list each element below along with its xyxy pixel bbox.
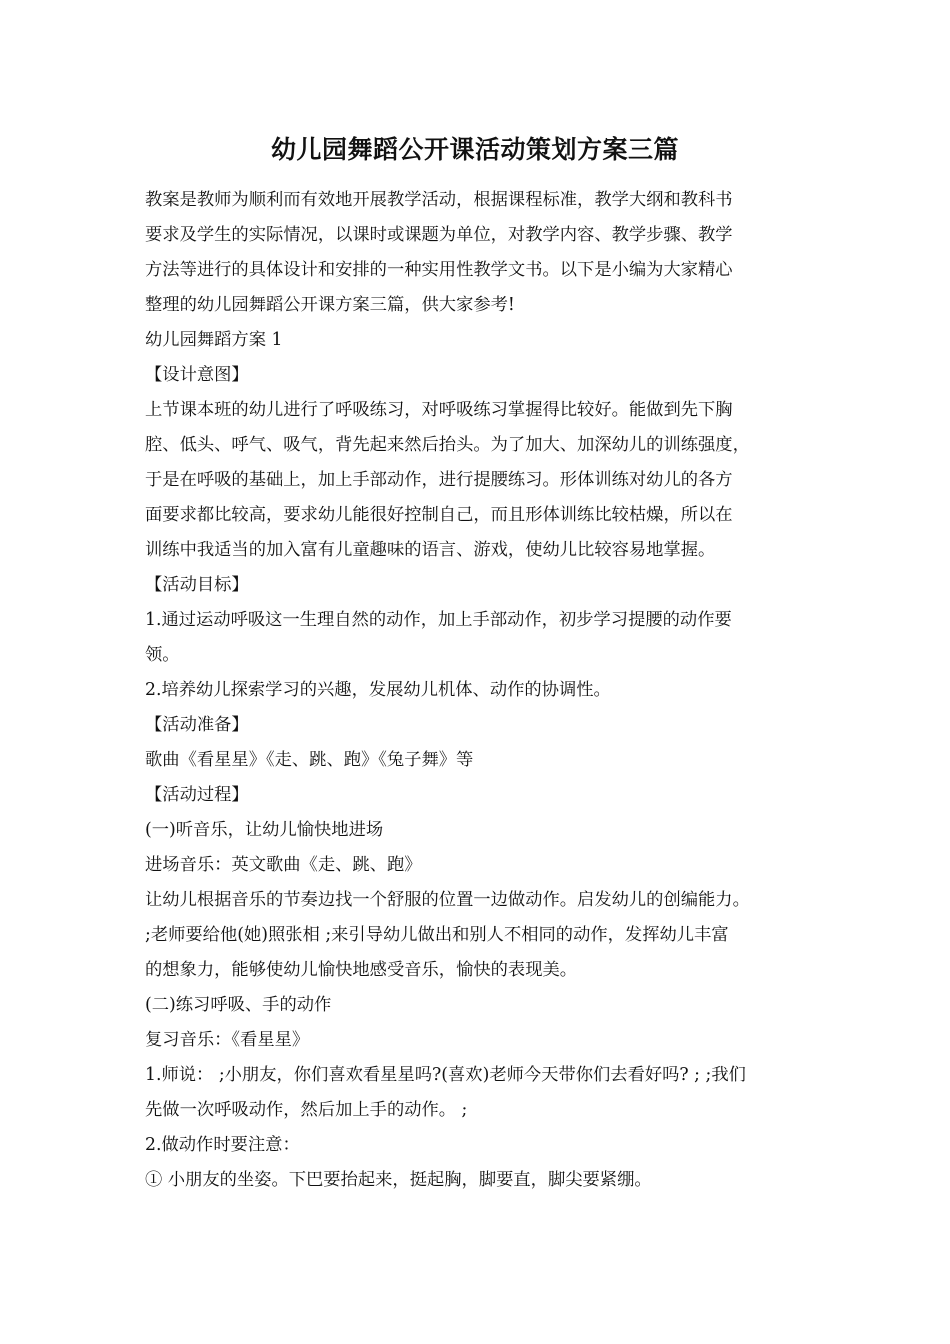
section-heading: 幼儿园舞蹈方案 1 <box>145 330 283 350</box>
body-line: 方法等进行的具体设计和安排的一种实用性教学文书。以下是小编为大家精心 <box>145 260 733 280</box>
body-line: 复习音乐：《看星星》 <box>145 1030 310 1050</box>
document-title: 幼儿园舞蹈公开课活动策划方案三篇 <box>270 135 679 164</box>
body-line: (二)练习呼吸、手的动作 <box>145 995 332 1015</box>
body-line: 让幼儿根据音乐的节奏边找一个舒服的位置一边做动作。启发幼儿的创编能力。 <box>145 890 750 910</box>
body-line: 腔、低头、呼气、吸气，背先起来然后抬头。为了加大、加深幼儿的训练强度， <box>145 435 750 455</box>
body-line: ;老师要给他(她)照张相 ;来引导幼儿做出和别人不相同的动作，发挥幼儿丰富 <box>145 925 729 945</box>
body-line: 上节课本班的幼儿进行了呼吸练习，对呼吸练习掌握得比较好。能做到先下胸 <box>145 400 733 420</box>
body-line: 1.师说： ;小朋友，你们喜欢看星星吗?(喜欢)老师今天带你们去看好吗? ; ;我们 <box>145 1065 746 1085</box>
body-line: 训练中我适当的加入富有儿童趣味的语言、游戏，使幼儿比较容易地掌握。 <box>145 540 716 560</box>
body-line: 面要求都比较高，要求幼儿能很好控制自己，而且形体训练比较枯燥，所以在 <box>145 505 733 525</box>
body-line: 2.做动作时要注意： <box>145 1135 300 1155</box>
body-line: ① 小朋友的坐姿。下巴要抬起来，挺起胸，脚要直，脚尖要紧绷。 <box>145 1170 652 1190</box>
body-line: 的想象力，能够使幼儿愉快地感受音乐，愉快的表现美。 <box>145 960 578 980</box>
document-body <box>145 183 815 1198</box>
section-heading: 【活动准备】 <box>145 715 249 735</box>
body-line: 先做一次呼吸动作，然后加上手的动作。 ; <box>145 1100 468 1120</box>
body-line: 要求及学生的实际情况，以课时或课题为单位，对教学内容、教学步骤、教学 <box>145 225 733 245</box>
body-line: 教案是教师为顺利而有效地开展教学活动，根据课程标准，教学大纲和教科书 <box>145 190 733 210</box>
body-line: 进场音乐：英文歌曲《走、跳、跑》 <box>145 855 422 875</box>
section-heading: 【活动过程】 <box>145 785 249 805</box>
body-line: 于是在呼吸的基础上，加上手部动作，进行提腰练习。形体训练对幼儿的各方 <box>145 470 733 490</box>
body-line: (一)听音乐，让幼儿愉快地进场 <box>145 820 384 840</box>
section-heading: 【设计意图】 <box>145 365 249 385</box>
body-line: 2.培养幼儿探索学习的兴趣，发展幼儿机体、动作的协调性。 <box>145 680 611 700</box>
body-line: 1.通过运动呼吸这一生理自然的动作，加上手部动作，初步学习提腰的动作要 <box>145 610 732 630</box>
body-line: 整理的幼儿园舞蹈公开课方案三篇，供大家参考! <box>145 295 515 315</box>
body-line: 歌曲《看星星》《走、跳、跑》《兔子舞》等 <box>145 750 474 770</box>
body-line: 领。 <box>145 645 180 665</box>
section-heading: 【活动目标】 <box>145 575 249 595</box>
